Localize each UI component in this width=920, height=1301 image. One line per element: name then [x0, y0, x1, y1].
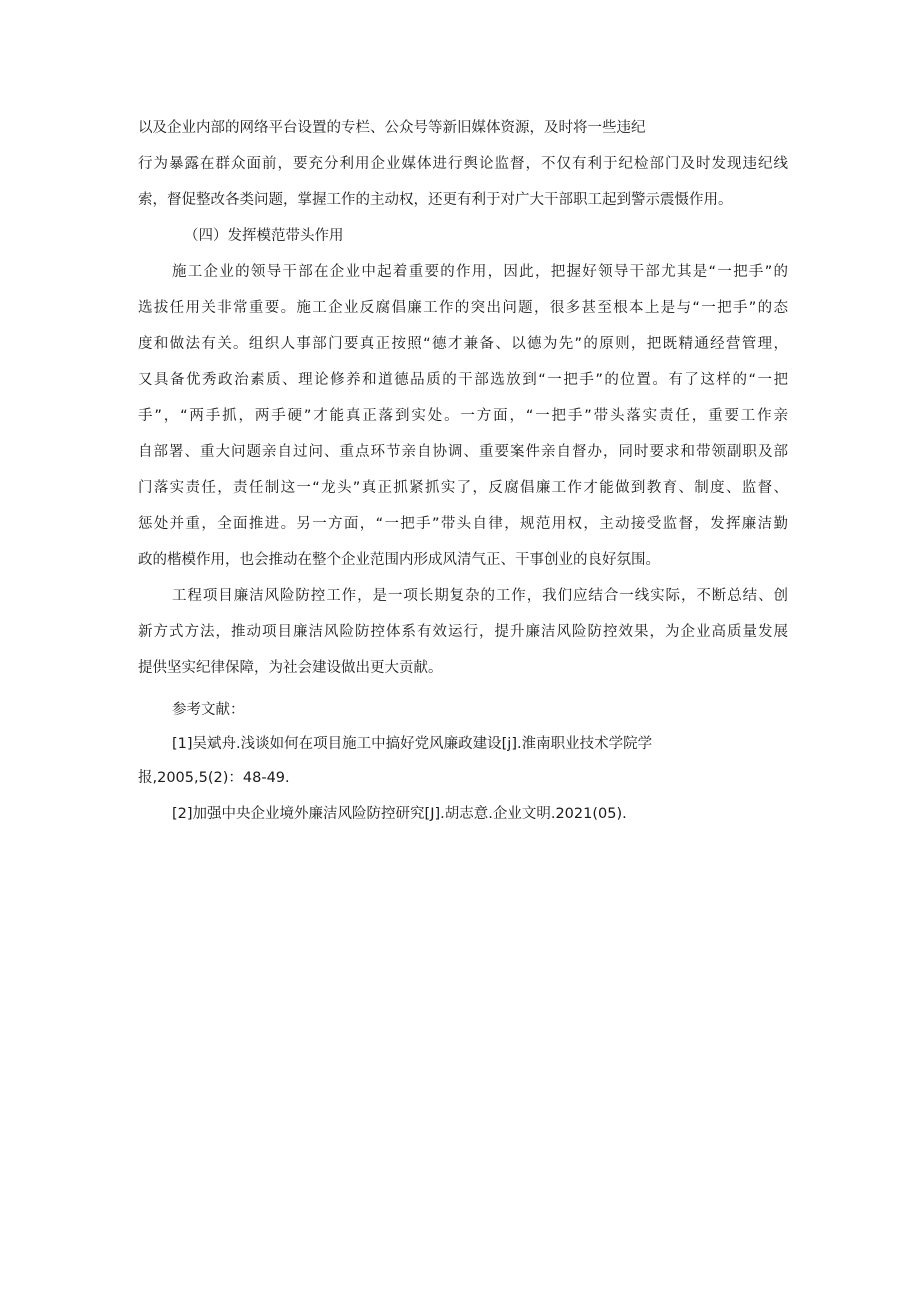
body-text-line: 提供坚实纪律保障，为社会建设做出更大贡献。 [138, 660, 443, 676]
references-label: 参考文献： [172, 702, 245, 718]
body-text-line: 选拔任用关非常重要。施工企业反腐倡廉工作的突出问题，很多甚至根本上是与“一把手”的态 [138, 300, 788, 316]
body-text-line: 新方式方法，推动项目廉洁风险防控体系有效运行，提升廉洁风险防控效果，为企业高质量发展 [138, 624, 788, 640]
body-text-line: 政的楷模作用，也会推动在整个企业范围内形成风清气正、干事创业的良好氛围。 [138, 552, 660, 568]
body-text-line: 惩处并重，全面推进。另一方面，“一把手”带头自律，规范用权，主动接受监督，发挥廉洁勤 [138, 516, 788, 532]
reference-item: [1]吴斌舟.浅谈如何在项目施工中搞好党风廉政建设[j].淮南职业技术学院学 [172, 736, 653, 752]
body-text-line: 手”，“两手抓，两手硬”才能真正落到实处。一方面，“一把手”带头落实责任，重要工作亲 [138, 408, 788, 424]
reference-item: [2]加强中央企业境外廉洁风险防控研究[J].胡志意.企业文明.2021(05). [172, 806, 627, 822]
body-text-line: 以及企业内部的网络平台设置的专栏、公众号等新旧媒体资源，及时将一些违纪 [138, 120, 646, 136]
reference-item-continuation: 报,2005,5(2)：48-49. [138, 770, 290, 786]
body-text-line: 度和做法有关。组织人事部门要真正按照“德才兼备、以德为先”的原则，把既精通经营管理， [138, 336, 788, 352]
body-text-line: 索，督促整改各类问题，掌握工作的主动权，还更有利于对广大干部职工起到警示震慑作用。 [138, 192, 733, 208]
section-heading: （四）发挥模范带头作用 [184, 228, 344, 244]
body-text-line: 自部署、重大问题亲自过问、重点环节亲自协调、重要案件亲自督办，同时要求和带领副职及部 [138, 444, 788, 460]
body-text-line: 施工企业的领导干部在企业中起着重要的作用，因此，把握好领导干部尤其是“一把手”的 [172, 264, 788, 280]
body-text-line: 又具备优秀政治素质、理论修养和道德品质的干部选放到“一把手”的位置。有了这样的“一把 [138, 372, 788, 388]
body-text-line: 行为暴露在群众面前，要充分利用企业媒体进行舆论监督，不仅有利于纪检部门及时发现违纪线 [138, 156, 788, 172]
body-text-line: 门落实责任，责任制这一“龙头”真正抓紧抓实了，反腐倡廉工作才能做到教育、制度、监督、 [138, 480, 788, 496]
body-text-line: 工程项目廉洁风险防控工作，是一项长期复杂的工作，我们应结合一线实际，不断总结、创 [172, 588, 788, 604]
